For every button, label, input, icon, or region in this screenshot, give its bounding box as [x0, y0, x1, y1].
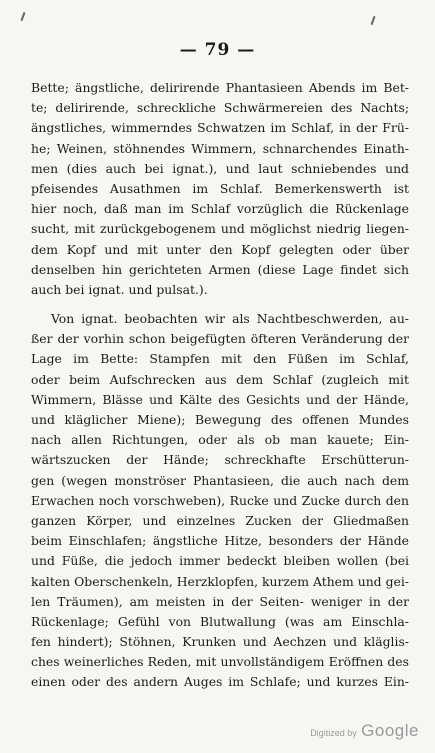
- text-line: dem Kopf und mit unter den Kopf gelegten oder über: [31, 241, 409, 257]
- text-line: einen oder des andern Auges im Schlafe; und kurzes Ein-: [31, 674, 409, 690]
- text-line: ängstliches, wimmerndes Schwatzen im Schlaf, in der Frü-: [31, 120, 409, 136]
- text-line: he; Weinen, stöhnendes Wimmern, schnarchendes Einath-: [31, 140, 409, 156]
- text-line: len Träumen), am meisten in der Seiten- weniger in der: [31, 593, 409, 609]
- text-line: te; delirirende, schreckliche Schwärmereien des Nachts;: [31, 100, 409, 116]
- paragraph-ignat-observations: [31, 309, 409, 693]
- text-line: Wimmern, Blässe und Kälte des Gesichts und der Hände,: [31, 391, 409, 407]
- text-line: fen hindert); Stöhnen, Krunken und Aechzen und kläglis-: [31, 634, 409, 650]
- watermark-prefix: Digitized by: [310, 728, 357, 738]
- text-line: und kläglicher Miene); Bewegung des offenen Mundes: [31, 412, 409, 427]
- text-line: ßer der vorhin schon beigefügten öfteren Veränderung der: [31, 331, 409, 347]
- text-line: nach allen Richtungen, oder als ob man kauete; Ein-: [31, 432, 409, 448]
- text-line: ganzen Körper, und einzelnes Zucken der Gliedmaßen: [31, 512, 409, 528]
- text-line: gen (wegen monströser Phantasieen, die auch nach dem: [31, 472, 409, 488]
- paragraph-gap: [31, 300, 409, 309]
- text-line: auch bei ignat. und pulsat.).: [31, 281, 208, 297]
- text-line: men (dies auch bei ignat.), und laut schniebendes und: [31, 160, 409, 176]
- digitization-watermark: [310, 721, 419, 741]
- text-line: sucht, mit zurückgebogenem und möglichst niedrig liegen-: [31, 221, 409, 237]
- text-line: hier noch, daß man im Schlaf vorzüglich die Rückenlage: [31, 201, 409, 217]
- body-text: [31, 78, 409, 693]
- paragraph-night-symptoms: [31, 78, 409, 300]
- page-number: — 79 —: [179, 40, 256, 60]
- ink-speck: [371, 16, 376, 25]
- ink-speck: [21, 12, 26, 21]
- text-line: wärtszucken der Hände; schreckhafte Erschütterun-: [31, 452, 409, 468]
- text-line: Bette; ängstliche, delirirende Phantasieen Abends im Bet-: [31, 80, 409, 95]
- text-line: Erwachen noch vorschweben), Rucke und Zucke durch den: [31, 492, 409, 508]
- text-line: pfeisendes Ausathmen im Schlaf. Bemerkenswerth ist: [31, 180, 409, 196]
- watermark-brand: Google: [361, 721, 419, 740]
- text-line: und Füße, die jedoch immer bedeckt bleiben wollen (bei: [31, 553, 409, 569]
- text-line: oder beim Aufschrecken aus dem Schlaf (zugleich mit: [31, 371, 409, 387]
- text-line: kalten Oberschenkeln, Herzklopfen, kurzem Athem und gei-: [31, 573, 409, 589]
- text-line: denselben hin gerichteten Armen (diese Lage findet sich: [31, 261, 409, 277]
- text-line: Rückenlage; Gefühl von Blutwallung (was am Einschla-: [31, 613, 409, 629]
- text-line: beim Einschlafen; ängstliche Hitze, besonders der Hände: [31, 533, 409, 549]
- text-line: Von ignat. beobachten wir als Nachtbeschwerden, au-: [51, 311, 409, 327]
- text-line: ches weinerliches Reden, mit unvollständigem Eröffnen des: [31, 654, 409, 670]
- text-line: Lage im Bette: Stampfen mit den Füßen im Schlaf,: [31, 351, 409, 367]
